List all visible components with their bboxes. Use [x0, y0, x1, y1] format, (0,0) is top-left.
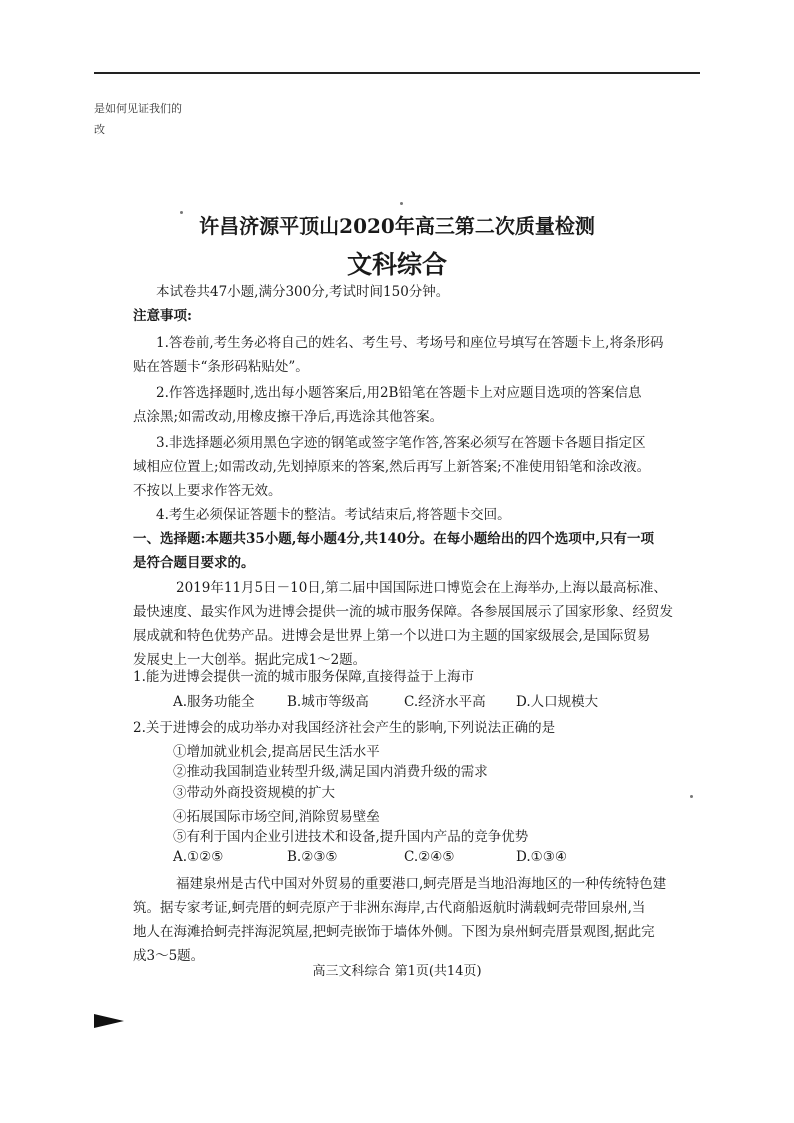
passage-line: 成3～5题。	[133, 948, 205, 964]
question-stem: 2.关于进博会的成功举办对我国经济社会产生的影响,下列说法正确的是	[133, 720, 556, 736]
option-c: C.经济水平高	[404, 694, 486, 710]
passage-line: 筑。据专家考证,蚵壳厝的蚵壳原产于非洲东海岸,古代商船返航时满载蚵壳带回泉州,当	[133, 900, 646, 916]
passage-line: 地人在海滩拾蚵壳拌海泥筑屋,把蚵壳嵌饰于墙体外侧。下图为泉州蚵壳厝景观图,据此完	[133, 924, 655, 940]
header-scrap-line1: 是如何见证我们的	[94, 102, 182, 115]
statement-item: ③带动外商投资规模的扩大	[173, 785, 335, 801]
note-line: 4.考生必须保证答题卡的整洁。考试结束后,将答题卡交回。	[156, 507, 511, 523]
notes-heading: 注意事项:	[133, 308, 192, 324]
option-b: B.城市等级高	[287, 694, 369, 710]
note-line: 2.作答选择题时,选出每小题答案后,用2B铅笔在答题卡上对应题目选项的答案信息	[156, 385, 642, 401]
exam-title: 许昌济源平顶山2020年高三第二次质量检测	[199, 214, 595, 238]
note-line: 点涂黑;如需改动,用橡皮擦干净后,再选涂其他答案。	[133, 409, 444, 425]
note-line: 不按以上要求作答无效。	[133, 483, 282, 499]
header-scrap-line2: 改	[94, 123, 105, 136]
note-line: 1.答卷前,考生务必将自己的姓名、考生号、考场号和座位号填写在答题卡上,将条形码	[156, 335, 664, 351]
speck	[690, 795, 693, 798]
subject-title: 文科综合	[346, 250, 447, 279]
section-heading: 是符合题目要求的。	[133, 555, 255, 571]
option-d: D.①③④	[516, 849, 567, 865]
passage-line: 展成就和特色优势产品。进博会是世界上第一个以进口为主题的国家级展会,是国际贸易	[133, 628, 651, 644]
option-a: A.服务功能全	[173, 694, 255, 710]
option-a: A.①②⑤	[173, 849, 224, 865]
note-line: 域相应位置上;如需改动,先划掉原来的答案,然后再写上新答案;不准使用铅笔和涂改液。	[133, 459, 651, 475]
statement-item: ②推动我国制造业转型升级,满足国内消费升级的需求	[173, 764, 488, 780]
statement-item: ①增加就业机会,提高居民生活水平	[173, 744, 380, 760]
option-b: B.②③⑤	[287, 849, 338, 865]
passage-line: 福建泉州是古代中国对外贸易的重要港口,蚵壳厝是当地沿海地区的一种传统特色建	[176, 876, 667, 892]
statement-item: ⑤有利于国内企业引进技术和设备,提升国内产品的竞争优势	[173, 829, 529, 845]
note-line: 3.非选择题必须用黑色字迹的钢笔或签字笔作答,答案必须写在答题卡各题目指定区	[156, 435, 646, 451]
page-footer: 高三文科综合 第1页(共14页)	[312, 964, 482, 979]
passage-line: 发展史上一大创举。据此完成1～2题。	[133, 652, 367, 668]
scan-artifact	[94, 1014, 124, 1028]
option-c: C.②④⑤	[404, 849, 455, 865]
option-d: D.人口规模大	[516, 694, 599, 710]
question-stem: 1.能为进博会提供一流的城市服务保障,直接得益于上海市	[133, 669, 475, 685]
exam-info: 本试卷共47小题,满分300分,考试时间150分钟。	[156, 284, 450, 300]
top-rule	[94, 72, 700, 74]
passage-line: 2019年11月5日－10日,第二届中国国际进口博览会在上海举办,上海以最高标准、	[176, 580, 667, 596]
speck	[400, 202, 403, 205]
section-heading: 一、选择题:本题共35小题,每小题4分,共140分。在每小题给出的四个选项中,只有一项	[133, 531, 654, 547]
note-line: 贴在答题卡“条形码粘贴处”。	[133, 359, 309, 375]
statement-item: ④拓展国际市场空间,消除贸易壁垒	[173, 809, 380, 825]
passage-line: 最快速度、最实作风为进博会提供一流的城市服务保障。各参展国展示了国家形象、经贸发	[133, 604, 673, 620]
